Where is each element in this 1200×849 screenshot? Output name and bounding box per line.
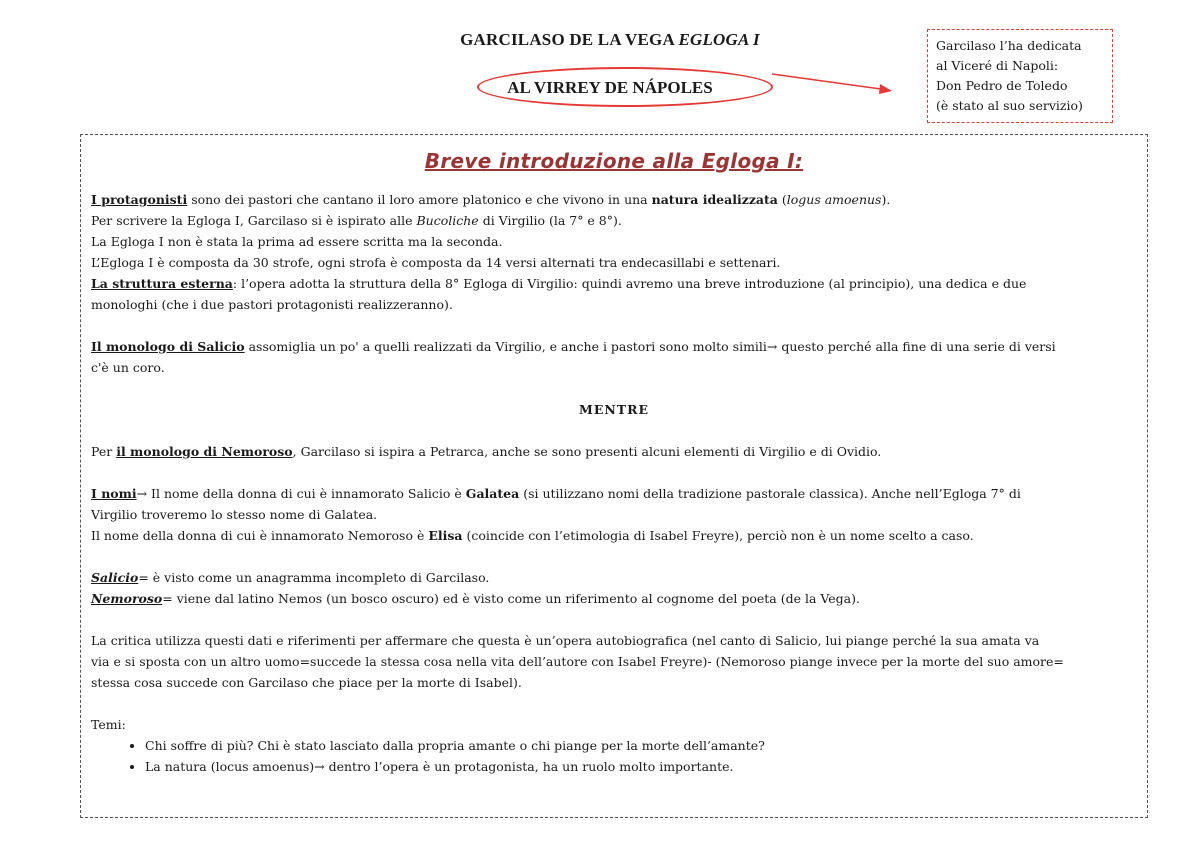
text: di Virgilio (la 7° e 8°).: [478, 213, 622, 228]
mentre-heading: MENTRE: [578, 402, 649, 417]
paragraph-salicio-name: [91, 567, 1137, 588]
temi-label: Temi:: [91, 717, 126, 732]
label-nemoroso-name: Nemoroso: [91, 591, 163, 606]
italic-text: logus amoenus: [786, 192, 882, 207]
text: , Garcilaso si ispira a Petrarca, anche se sono presenti alcuni elementi di Virgilio e di Ovidio.: [292, 444, 882, 459]
paragraph-struttura: [91, 273, 1137, 294]
paragraph-protagonisti: [91, 189, 1137, 210]
paragraph-nomi-cont: Virgilio troveremo lo stesso nome di Galatea.: [91, 507, 378, 522]
text: = viene dal latino Nemos (un bosco oscuro) ed è visto come un riferimento al cognome del poeta (de la Vega).: [162, 591, 860, 606]
dedication-note: [927, 29, 1113, 123]
bold-text: Elisa: [428, 528, 463, 543]
paragraph-critica-line: via e si sposta con un altro uomo=succede la stessa cosa nella vita dell’autore con Isabel Freyre)- (Nemoroso piange invece per la morte del suo amore=: [91, 654, 1064, 669]
italic-text: Bucoliche: [416, 213, 479, 228]
text: → Il nome della donna di cui è innamorato Salicio è: [136, 486, 466, 501]
list-item: • Chi soffre di più? Chi è stato lasciato dalla propria amante o chi piange per la morte dell’amante?: [145, 735, 1137, 756]
paragraph-salicio-cont: c'è un coro.: [91, 360, 165, 375]
text: Il nome della donna di cui è innamorato Nemoroso è: [91, 528, 429, 543]
paragraph-nemoroso-name: [91, 588, 1137, 609]
intro-title: Breve introduzione alla Egloga I:: [424, 149, 804, 173]
note-line: al Viceré di Napoli:: [936, 58, 1059, 73]
label-salicio-name: Salicio: [91, 570, 139, 585]
note-line: Don Pedro de Toledo: [936, 78, 1068, 93]
paragraph-seconda: La Egloga I non è stata la prima ad essere scritta ma la seconda.: [91, 234, 503, 249]
label-protagonisti: I protagonisti: [91, 192, 188, 207]
text: (coincide con l’etimologia di Isabel Freyre), perciò non è un nome scelto a caso.: [462, 528, 974, 543]
note-line: (è stato al suo servizio): [936, 98, 1083, 113]
note-line: Garcilaso l’ha dedicata: [936, 38, 1082, 53]
text: = è visto come un anagramma incompleto di Garcilaso.: [138, 570, 490, 585]
text: (si utilizzano nomi della tradizione pastorale classica). Anche nell’Egloga 7° di: [519, 486, 1021, 501]
text: Per: [91, 444, 117, 459]
list-item: • La natura (locus amoenus)→ dentro l’opera è un protagonista, ha un ruolo molto importante.: [145, 756, 1137, 777]
text: : l’opera adotta la struttura della 8° Egloga di Virgilio: quindi avremo una breve introduzione (al principio), una dedica e due: [232, 276, 1027, 291]
document-title: [300, 30, 920, 50]
title-main: GARCILASO DE LA VEGA: [460, 30, 674, 49]
paragraph-strofe: L’Egloga I è composta da 30 strofe, ogni strofa è composta da 14 versi alternati tra endecasillabi e settenari.: [91, 255, 781, 270]
introduction-box: [80, 134, 1148, 818]
label-struttura: La struttura esterna: [91, 276, 233, 291]
arrow-icon: [770, 68, 930, 98]
document-subtitle: AL VIRREY DE NÁPOLES: [507, 78, 713, 97]
paragraph-critica-line: stessa cosa succede con Garcilaso che piace per la morte di Isabel).: [91, 675, 522, 690]
paragraph-critica-line: La critica utilizza questi dati e riferimenti per affermare che questa è un’opera autobiografica (nel canto di Salicio, lui piange perché la sua amata va: [91, 633, 1040, 648]
text: sono dei pastori che cantano il loro amore platonico e che vivono in una: [187, 192, 652, 207]
paragraph-nemoroso: [91, 441, 1137, 462]
label-nemoroso: il monologo di Nemoroso: [116, 444, 293, 459]
paragraph-bucoliche: [91, 210, 1137, 231]
text: Per scrivere la Egloga I, Garcilaso si è ispirato alle: [91, 213, 417, 228]
bold-text: natura idealizzata: [651, 192, 778, 207]
paragraph-nomi: [91, 483, 1137, 504]
label-salicio: Il monologo di Salicio: [91, 339, 245, 354]
paragraph-elisa: [91, 525, 1137, 546]
title-italic: EGLOGA I: [678, 30, 760, 49]
text: (: [777, 192, 787, 207]
text: assomiglia un po' a quelli realizzati da Virgilio, e anche i pastori sono molto simili→ questo perché alla fine di una serie di versi: [244, 339, 1056, 354]
temi-list: [91, 735, 1137, 777]
label-nomi: I nomi: [91, 486, 137, 501]
bold-text: Galatea: [465, 486, 520, 501]
paragraph-salicio: [91, 336, 1137, 357]
text: ).: [881, 192, 891, 207]
paragraph-struttura-cont: monologhi (che i due pastori protagonisti realizzeranno).: [91, 297, 453, 312]
